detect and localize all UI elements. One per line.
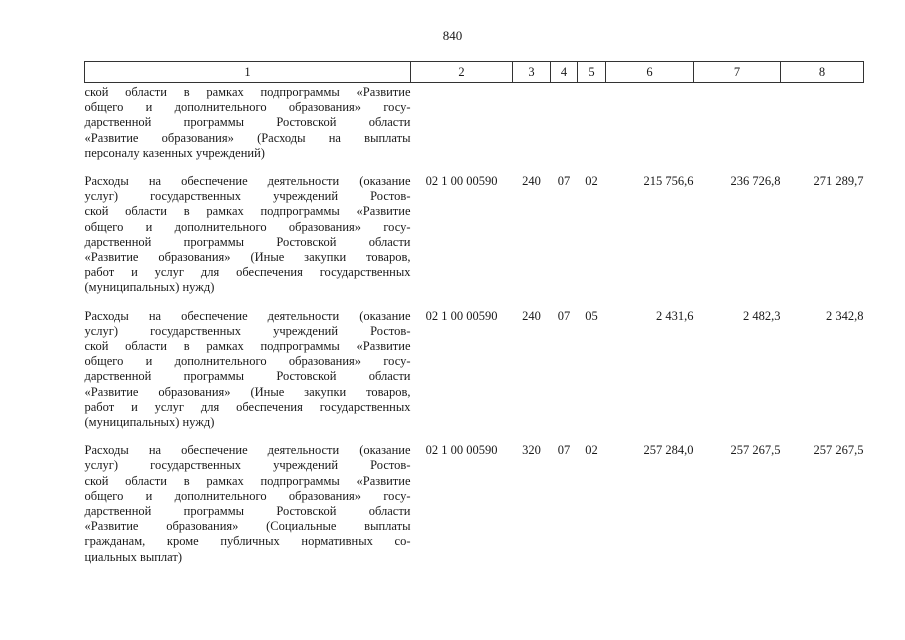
expense-type	[513, 83, 551, 171]
table-row	[85, 305, 864, 440]
expense-type: 240	[522, 174, 541, 189]
amount-col-7: 257 267,5	[730, 443, 781, 458]
description-line: Расходы на обеспечение деятельности (оказание	[84, 174, 411, 189]
amount-col-6	[606, 83, 694, 171]
page-number: 840	[442, 28, 463, 43]
row-description	[85, 305, 411, 440]
column-header: 4	[551, 62, 578, 83]
description-line: дарственной программы Ростовской области	[84, 234, 411, 249]
column-header: 8	[781, 62, 864, 83]
amount-col-7: 2 482,3	[743, 308, 781, 323]
row-description	[85, 170, 411, 305]
description-line: «Развитие образования» (Расходы на выплаты	[84, 130, 411, 145]
description-line: «Развитие образования» (Иные закупки товаров,	[84, 384, 411, 399]
description-line: дарственной программы Ростовской области	[84, 369, 411, 384]
description-line: работ и услуг для обеспечения государственных	[84, 399, 411, 414]
table-row	[85, 83, 864, 171]
section	[551, 83, 578, 171]
column-header: 2	[411, 62, 513, 83]
description-line: работ и услуг для обеспечения государственных	[84, 265, 411, 280]
description-line: гражданам, кроме публичных нормативных со-	[84, 534, 411, 549]
description-line: «Развитие образования» (Социальные выплаты	[84, 519, 411, 534]
target-code: 02 1 00 00590	[425, 443, 498, 458]
description-line: услуг) государственных учреждений Ростов-	[84, 189, 411, 204]
row-description	[85, 83, 411, 171]
subsection	[578, 83, 606, 171]
budget-table	[84, 61, 864, 574]
row-description	[85, 439, 411, 574]
description-line: дарственной программы Ростовской области	[84, 504, 411, 519]
target-code: 02 1 00 00590	[425, 308, 498, 323]
expense-type: 320	[522, 443, 541, 458]
description-line: общего и дополнительного образования» госу-	[84, 488, 411, 503]
description-line: услуг) государственных учреждений Ростов-	[84, 323, 411, 338]
description-line: (муниципальных) нужд)	[84, 415, 215, 430]
description-line: персоналу казенных учреждений)	[84, 145, 265, 160]
description-line: «Развитие образования» (Иные закупки товаров,	[84, 250, 411, 265]
amount-col-6: 2 431,6	[656, 308, 694, 323]
amount-col-8	[781, 83, 864, 171]
column-header: 3	[513, 62, 551, 83]
amount-col-6: 257 284,0	[643, 443, 694, 458]
description-line: циальных выплат)	[84, 549, 183, 564]
section: 07	[557, 308, 571, 323]
expense-type: 240	[522, 308, 541, 323]
amount-col-8: 2 342,8	[826, 308, 864, 323]
section: 07	[557, 443, 571, 458]
amount-col-6: 215 756,6	[643, 174, 694, 189]
column-header: 6	[606, 62, 694, 83]
description-line: общего и дополнительного образования» госу-	[84, 219, 411, 234]
table-header-row	[85, 62, 864, 83]
subsection: 02	[585, 174, 598, 189]
description-line: услуг) государственных учреждений Ростов-	[84, 458, 411, 473]
target-code: 02 1 00 00590	[425, 174, 498, 189]
column-header: 5	[578, 62, 606, 83]
table-row	[85, 170, 864, 305]
column-header: 7	[694, 62, 781, 83]
description-line: ской области в рамках подпрограммы «Развитие	[84, 85, 411, 99]
amount-col-8: 257 267,5	[813, 443, 864, 458]
amount-col-7	[694, 83, 781, 171]
description-line: общего и дополнительного образования» госу-	[84, 100, 411, 115]
section: 07	[557, 174, 571, 189]
description-line: Расходы на обеспечение деятельности (оказание	[84, 443, 411, 458]
target-code	[411, 83, 513, 171]
subsection: 02	[585, 443, 598, 458]
description-line: ской области в рамках подпрограммы «Развитие	[84, 339, 411, 354]
amount-col-8: 271 289,7	[813, 174, 864, 189]
subsection: 05	[585, 308, 598, 323]
description-line: (муниципальных) нужд)	[84, 280, 215, 295]
description-line: общего и дополнительного образования» госу-	[84, 354, 411, 369]
column-header: 1	[85, 62, 411, 83]
description-line: ской области в рамках подпрограммы «Развитие	[84, 473, 411, 488]
description-line: дарственной программы Ростовской области	[84, 115, 411, 130]
amount-col-7: 236 726,8	[730, 174, 781, 189]
description-line: ской области в рамках подпрограммы «Развитие	[84, 204, 411, 219]
table-row	[85, 439, 864, 574]
description-line: Расходы на обеспечение деятельности (оказание	[84, 308, 411, 323]
